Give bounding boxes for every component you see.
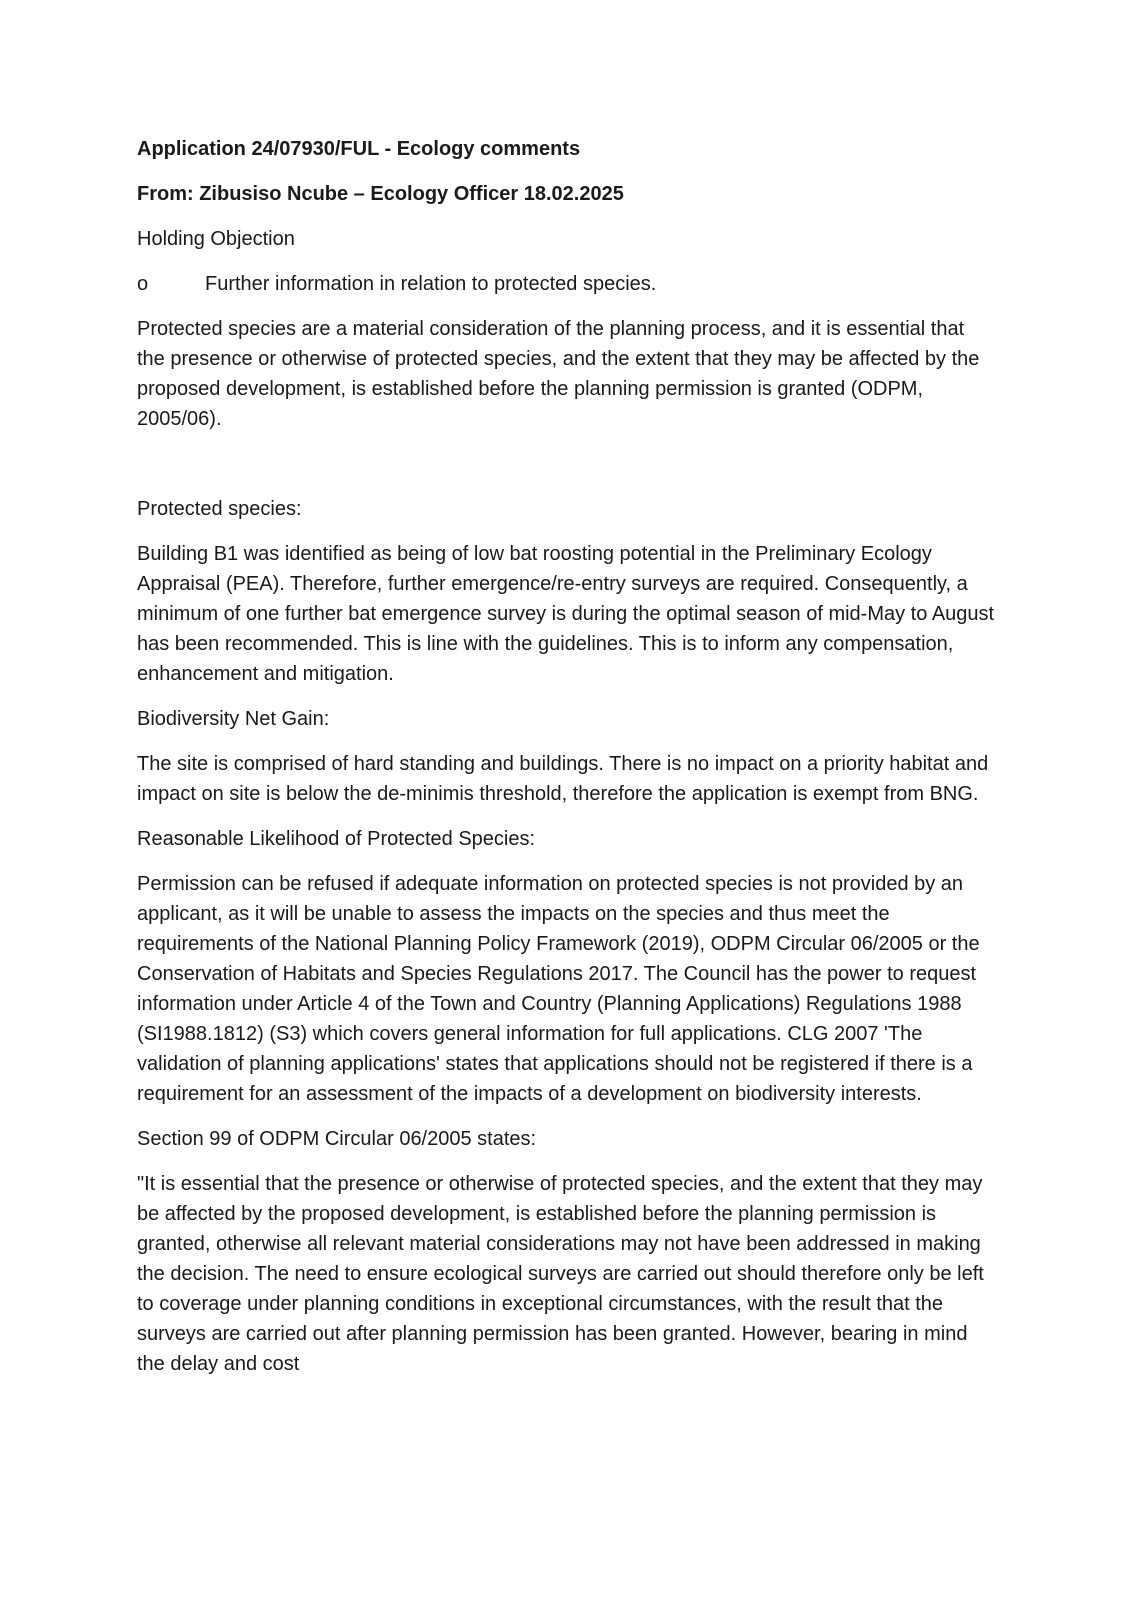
- intro-paragraph: Protected species are a material consideration of the planning process, and it is essential that the presence or otherwise of protected species, and the extent that they may be affected by the proposed development, is established before the planning permission is granted (ODPM, 2005/06).: [137, 318, 980, 430]
- section-body-protected-species: Building B1 was identified as being of low bat roosting potential in the Preliminary Ecology Appraisal (PEA). Therefore, further emergence/re-entry surveys are required. Consequently, a minimum of one further bat emergence survey is during the optimal season of mid-May to August has been recommended. This is line with the guidelines. This is to inform any compensation, enhancement and mitigation.: [137, 543, 995, 685]
- bullet-item: [137, 269, 997, 299]
- document-from-line: From: Zibusiso Ncube – Ecology Officer 18.02.2025: [137, 183, 624, 205]
- document-page: [137, 134, 997, 1379]
- section-heading-bng: Biodiversity Net Gain:: [137, 708, 330, 730]
- bullet-marker: o: [137, 273, 149, 295]
- section-heading-protected-species: Protected species:: [137, 498, 302, 520]
- section-body-section-99-quote: "It is essential that the presence or otherwise of protected species, and the extent that they may be affected by the proposed development, is established before the planning permission is granted, otherwise all relevant material considerations may not have been addressed in making the decision. The need to ensure ecological surveys are carried out should therefore only be left to coverage under planning conditions in exceptional circumstances, with the result that the surveys are carried out after planning permission has been granted. However, bearing in mind the delay and cost: [137, 1173, 984, 1375]
- section-body-reasonable-likelihood: Permission can be refused if adequate information on protected species is not provided by an applicant, as it will be unable to assess the impacts on the species and thus meet the requirements of the National Planning Policy Framework (2019), ODPM Circular 06/2005 or the Conservation of Habitats and Species Regulations 2017. The Council has the power to request information under Article 4 of the Town and Country (Planning Applications) Regulations 1988 (SI1988.1812) (S3) which covers general information for full applications. CLG 2007 'The validation of planning applications' states that applications should not be registered if there is a requirement for an assessment of the impacts of a development on biodiversity interests.: [137, 873, 980, 1105]
- section-spacer: [137, 449, 997, 494]
- bullet-text: Further information in relation to protected species.: [205, 273, 657, 295]
- section-heading-section-99: Section 99 of ODPM Circular 06/2005 states:: [137, 1128, 537, 1150]
- section-body-bng: The site is comprised of hard standing and buildings. There is no impact on a priority habitat and impact on site is below the de-minimis threshold, therefore the application is exempt from BNG.: [137, 753, 989, 805]
- holding-objection-label: Holding Objection: [137, 228, 295, 250]
- document-title: Application 24/07930/FUL - Ecology comments: [137, 138, 581, 160]
- section-heading-reasonable-likelihood: Reasonable Likelihood of Protected Species:: [137, 828, 536, 850]
